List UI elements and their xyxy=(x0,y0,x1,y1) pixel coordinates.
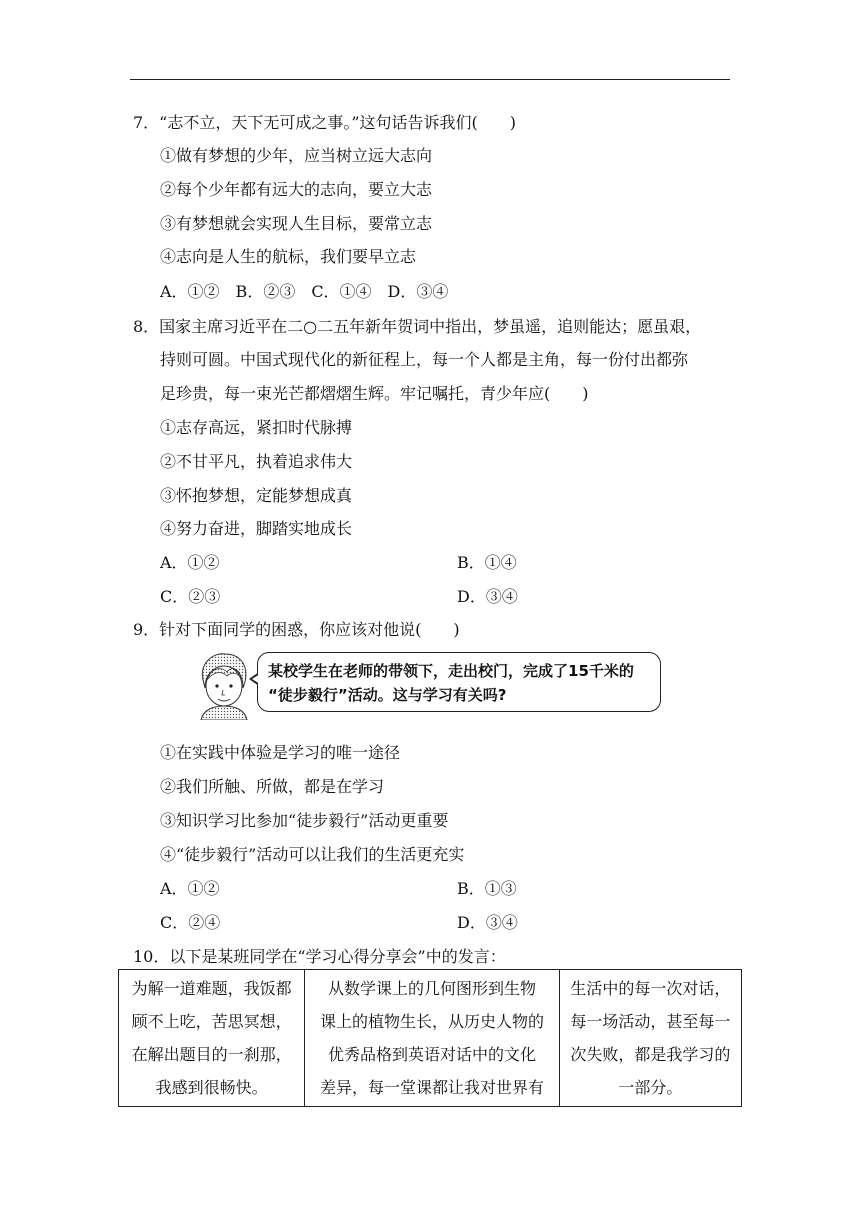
q8-option-a: A．①② xyxy=(160,553,220,572)
cell-line: 为解一道难题，我饭都 xyxy=(131,979,292,998)
q10-stem: 10．以下是某班同学在“学习心得分享会”中的发言： xyxy=(133,947,506,966)
cell-line: 在解出题目的一刹那， xyxy=(131,1045,292,1064)
q8-item-3: ③怀抱梦想，定能梦想成真 xyxy=(160,486,353,505)
cell-line: 每一场活动，甚至每一 xyxy=(570,1012,731,1031)
q9-item-1: ①在实践中体验是学习的唯一途径 xyxy=(160,743,401,762)
table-row xyxy=(119,970,742,1107)
share-cell-3 xyxy=(559,970,741,1107)
cell-line: 课上的植物生长，从历史人物的 xyxy=(319,1012,544,1031)
q9-stem: 9．针对下面同学的困惑，你应该对他说( ) xyxy=(133,620,460,639)
q9-option-a: A．①② xyxy=(160,879,220,898)
q9-option-d: D．③④ xyxy=(457,913,518,932)
speech-bubble-tail-inner xyxy=(252,674,260,684)
q7-item-2: ②每个少年都有远大的志向，要立大志 xyxy=(160,180,433,199)
q8-item-1: ①志存高远，紧扣时代脉搏 xyxy=(160,418,353,437)
q8-option-c: C．②③ xyxy=(160,587,221,606)
header-rule xyxy=(130,79,730,80)
cell-line: 优秀品格到英语对话中的文化 xyxy=(327,1045,536,1064)
q7-item-3: ③有梦想就会实现人生目标，要常立志 xyxy=(160,214,433,233)
bubble-line-1: 某校学生在老师的带领下，走出校门，完成了15千米的 xyxy=(268,662,634,680)
q8-option-b: B．①④ xyxy=(457,553,517,572)
q8-stem-line-2: 持则可圆。中国式现代化的新征程上，每一个人都是主角，每一份付出都弥 xyxy=(160,350,689,369)
q9-option-c: C．②④ xyxy=(160,913,221,932)
cell-line: 次失败，都是我学习的 xyxy=(570,1045,731,1064)
q9-item-2: ②我们所触、所做，都是在学习 xyxy=(160,777,385,796)
speech-bubble xyxy=(257,652,661,712)
q7-item-1: ①做有梦想的少年，应当树立远大志向 xyxy=(160,146,433,165)
cell-line: 从数学课上的几何图形到生物 xyxy=(327,979,536,998)
q7-item-4: ④志向是人生的航标，我们要早立志 xyxy=(160,247,417,266)
student-avatar-icon xyxy=(193,650,253,720)
q9-item-3: ③知识学习比参加“徒步毅行”活动更重要 xyxy=(160,811,449,830)
cell-line: 顾不上吃，苦思冥想， xyxy=(131,1012,292,1031)
q10-share-table xyxy=(118,969,742,1107)
q7-options: A．①② B．②③ C．①④ D．③④ xyxy=(160,282,449,301)
share-cell-1 xyxy=(119,970,305,1107)
cell-line: 差异，每一堂课都让我对世界有 xyxy=(319,1078,544,1097)
share-cell-2 xyxy=(305,970,560,1107)
q9-item-4: ④“徒步毅行”活动可以让我们的生活更充实 xyxy=(160,845,465,864)
cell-line: 一部分。 xyxy=(618,1078,683,1097)
q9-option-b: B．①③ xyxy=(457,879,517,898)
cell-line: 生活中的每一次对话， xyxy=(570,979,731,998)
q8-item-2: ②不甘平凡，执着追求伟大 xyxy=(160,452,353,471)
cell-line: 我感到很畅快。 xyxy=(155,1078,268,1097)
q8-option-d: D．③④ xyxy=(457,587,518,606)
bubble-line-2: “徒步毅行”活动。这与学习有关吗? xyxy=(268,686,507,704)
q8-stem-line-3: 足珍贵，每一束光芒都熠熠生辉。牢记嘱托，青少年应( ) xyxy=(160,384,589,403)
q8-stem-line-1: 8．国家主席习近平在二○二五年新年贺词中指出，梦虽遥，追则能达；愿虽艰， xyxy=(133,317,702,336)
q9-figure xyxy=(193,650,673,722)
q7-stem: 7．“志不立，天下无可成之事。”这句话告诉我们( ) xyxy=(133,113,517,132)
q8-item-4: ④努力奋进，脚踏实地成长 xyxy=(160,519,353,538)
